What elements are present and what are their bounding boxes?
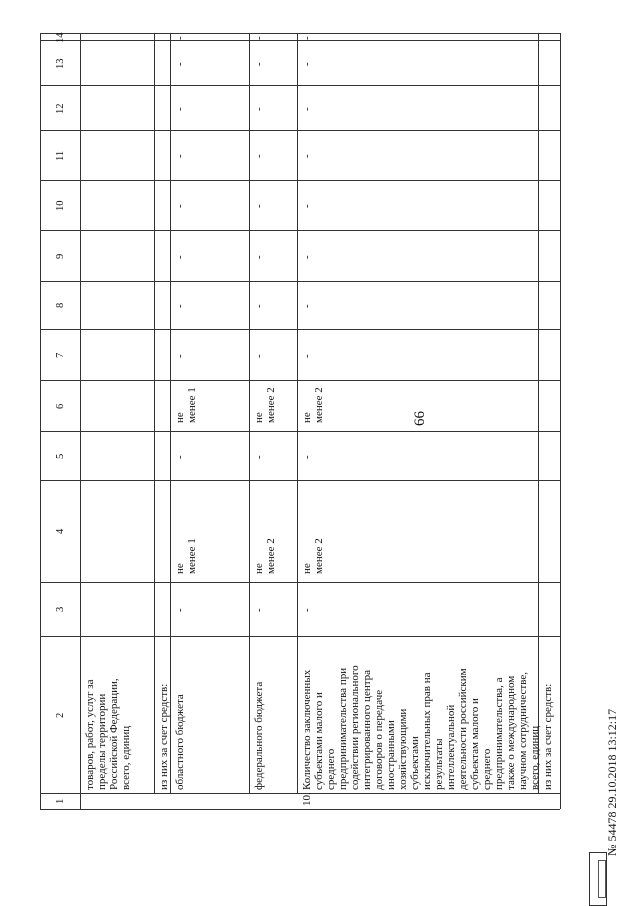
cell-4-col2: иностранными (385, 720, 397, 790)
column-header-11: 11 (55, 150, 66, 161)
column-separator (40, 180, 560, 181)
cell-2-col2: областного бюджета (174, 694, 186, 790)
cell-4-col2: исключительных прав на (421, 672, 433, 790)
row-separator (538, 33, 539, 793)
cell-2-col8: - (174, 304, 186, 308)
cell-4-col8: - (301, 304, 313, 308)
cell-3-col11: - (253, 154, 265, 158)
page-number: 66 (412, 411, 428, 426)
cell-3-col6: не (253, 412, 265, 423)
cell-4-col2: научном сотрудничестве, (517, 672, 529, 790)
cell-4-col14: - (301, 35, 313, 40)
cell-4-col4: менее 2 (313, 538, 325, 574)
cell-3-col8: - (253, 304, 265, 308)
cell-2-col12: - (174, 106, 186, 111)
table-border-left (40, 809, 560, 810)
cell-3-col2: федерального бюджета (253, 681, 265, 790)
cell-4-col2: договоров о передаче (373, 689, 385, 790)
cell-2-col7: - (174, 353, 186, 358)
column-separator (40, 85, 560, 86)
column-separator (40, 380, 560, 381)
cell-4-col5: - (301, 454, 313, 459)
cell-4-col2: хозяйствующими (397, 708, 409, 790)
column-header-7: 7 (55, 352, 66, 358)
row-separator (170, 33, 171, 793)
cell-4-col12: - (301, 106, 313, 111)
column-separator (40, 329, 560, 330)
column-separator (40, 431, 560, 432)
cell-0-col2: Российской Федерации, (108, 678, 120, 790)
cell-0-col2: всего, единиц (120, 725, 132, 790)
cell-4-col2: всего, единиц (529, 725, 541, 790)
cell-4-col13: - (301, 61, 313, 66)
column-header-1: 1 (55, 798, 66, 804)
cell-2-col10: - (174, 204, 186, 208)
cell-3-col14: - (253, 35, 265, 40)
column-header-6: 6 (55, 403, 66, 409)
cell-3-col13: - (253, 61, 265, 66)
cell-4-col11: - (301, 154, 313, 158)
cell-2-col6: не (174, 412, 186, 423)
column-header-5: 5 (55, 453, 66, 459)
cell-4-col10: - (301, 204, 313, 208)
cell-4-col2: предпринимательства, а (493, 677, 505, 790)
column-separator (40, 40, 560, 41)
cell-4-col2: интегрированного центра (361, 669, 373, 790)
cell-4-col6: менее 2 (313, 387, 325, 423)
cell-2-col11: - (174, 154, 186, 158)
column-header-10: 10 (55, 200, 66, 211)
column-header-3: 3 (55, 606, 66, 612)
cell-3-col9: - (253, 254, 265, 259)
cell-4-col4: не (301, 563, 313, 574)
cell-2-col13: - (174, 61, 186, 66)
column-separator (40, 582, 560, 583)
column-header-13: 13 (55, 58, 66, 69)
row-separator (249, 33, 250, 793)
cell-4-col2: также о международном (505, 675, 517, 790)
table-border-top (40, 33, 41, 809)
table-border-bottom (560, 33, 561, 809)
cell-4-col6: не (301, 412, 313, 423)
cell-4-col2: содействии регионального (349, 665, 361, 790)
column-separator (40, 230, 560, 231)
table-border-right (40, 33, 560, 34)
column-header-9: 9 (55, 253, 66, 259)
cell-2-col3: - (174, 608, 186, 612)
cell-4-col2: предпринимательства при (337, 667, 349, 790)
column-separator (40, 130, 560, 131)
column-header-12: 12 (55, 103, 66, 114)
cell-3-col6: менее 2 (265, 387, 277, 423)
column-separator (40, 281, 560, 282)
column-header-2: 2 (55, 712, 66, 718)
row-separator (297, 33, 298, 793)
cell-4-col2: субъектам малого и (469, 698, 481, 790)
column-separator (40, 480, 560, 481)
cell-4-col2: среднего (325, 748, 337, 790)
column-header-14: 14 (55, 32, 66, 43)
cell-0-col2: товаров, работ, услуг за (84, 679, 96, 790)
cell-5-col2: из них за счет средств: (542, 683, 554, 790)
cell-4-col2: среднего (481, 748, 493, 790)
cell-3-col4: менее 2 (265, 538, 277, 574)
row-separator (154, 33, 155, 793)
column-header-4: 4 (55, 528, 66, 534)
cell-4-col2: субъектами (409, 736, 421, 790)
cell-2-col9: - (174, 254, 186, 259)
cell-2-col14: - (174, 35, 186, 40)
cell-4-col2: результаты (433, 738, 445, 790)
column-separator (40, 793, 560, 794)
cell-1-col2: из них за счет средств: (158, 683, 170, 790)
column-separator (40, 636, 560, 637)
cell-4-col1: 10. (301, 792, 313, 806)
cell-3-col3: - (253, 608, 265, 612)
cell-3-col5: - (253, 454, 265, 459)
cell-4-col2: интеллектуальной (445, 704, 457, 790)
cell-4-col7: - (301, 353, 313, 358)
cell-2-col5: - (174, 454, 186, 459)
cell-3-col7: - (253, 353, 265, 358)
cell-4-col3: - (301, 608, 313, 612)
cell-4-col9: - (301, 254, 313, 259)
cell-3-col10: - (253, 204, 265, 208)
column-header-8: 8 (55, 302, 66, 308)
cell-3-col12: - (253, 106, 265, 111)
registration-footer: № 54478 29.10.2018 13:12:17 (605, 708, 619, 856)
cell-2-col6: менее 1 (186, 387, 198, 423)
cell-2-col4: не (174, 563, 186, 574)
cell-2-col4: менее 1 (186, 538, 198, 574)
header-separator (80, 33, 81, 809)
cell-4-col2: Количество заключенных (301, 669, 313, 790)
cell-4-col2: субъектами малого и (313, 692, 325, 790)
cell-3-col4: не (253, 563, 265, 574)
cell-0-col2: пределы территории (96, 693, 108, 790)
cell-4-col2: деятельности российским (457, 668, 469, 790)
